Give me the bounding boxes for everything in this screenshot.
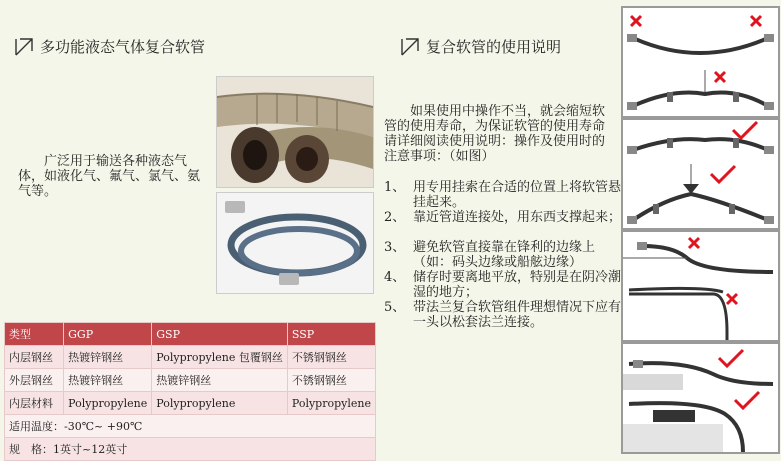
temperature-cell: 适用温度：-30℃~ +90℃ xyxy=(5,415,376,438)
spec-table xyxy=(4,322,376,461)
check-icon xyxy=(719,350,743,366)
cross-icon xyxy=(631,16,641,26)
check-icon xyxy=(733,122,757,138)
table-row xyxy=(5,346,376,369)
cross-icon xyxy=(689,238,699,248)
table-cell: 热镀锌钢丝 xyxy=(64,346,152,369)
table-row xyxy=(5,415,376,438)
diagram-wrong-hanging xyxy=(621,6,780,118)
diagram-correct-support xyxy=(621,342,780,454)
cross-icon xyxy=(727,294,737,304)
table-row xyxy=(5,369,376,392)
table-row xyxy=(5,438,376,461)
table-cell: Polypropylene xyxy=(152,392,288,415)
table-cell: Polypropylene 包覆钢丝 xyxy=(152,346,288,369)
left-heading-text: 多功能液态气体复合软管 xyxy=(40,38,206,56)
table-row xyxy=(5,392,376,415)
table-cell: 内层材料 xyxy=(5,392,64,415)
table-cell: 不锈钢钢丝 xyxy=(287,346,375,369)
coiled-hose-photo xyxy=(216,192,374,294)
table-header-cell: GSP xyxy=(152,323,288,346)
check-icon xyxy=(735,392,759,408)
cross-icon xyxy=(715,72,725,82)
table-cell: Polypropylene xyxy=(287,392,375,415)
table-cell: 热镀锌钢丝 xyxy=(152,369,288,392)
check-icon xyxy=(711,166,735,182)
intro-paragraph: 如果使用中操作不当，就会缩短软管的使用寿命，为保证软管的使用寿命请详细阅读使用说明：操作及使用时的注意事项：（如图） xyxy=(384,104,606,164)
right-heading xyxy=(400,36,561,57)
diagram-correct-hanging xyxy=(621,118,780,230)
table-header-cell: GGP xyxy=(64,323,152,346)
table-cell: 不锈钢钢丝 xyxy=(287,369,375,392)
table-cell: 内层钢丝 xyxy=(5,346,64,369)
table-header-cell: 类型 xyxy=(5,323,64,346)
left-heading xyxy=(14,36,205,57)
size-spec-cell: 规 格：1英寸~12英寸 xyxy=(5,438,376,461)
hose-flange-photo xyxy=(216,76,374,188)
table-header-cell: SSP xyxy=(287,323,375,346)
table-cell: Polypropylene xyxy=(64,392,152,415)
diagram-sharp-edge xyxy=(621,230,780,342)
table-cell: 热镀锌钢丝 xyxy=(64,369,152,392)
table-header-row xyxy=(5,323,376,346)
left-description: 广泛用于输送各种液态气体，如液化气、氟气、氯气、氨气等。 xyxy=(18,154,201,199)
arrow-icon xyxy=(14,37,36,57)
table-cell: 外层钢丝 xyxy=(5,369,64,392)
right-heading-text: 复合软管的使用说明 xyxy=(426,38,562,56)
cross-icon xyxy=(751,16,761,26)
arrow-icon xyxy=(400,37,422,57)
